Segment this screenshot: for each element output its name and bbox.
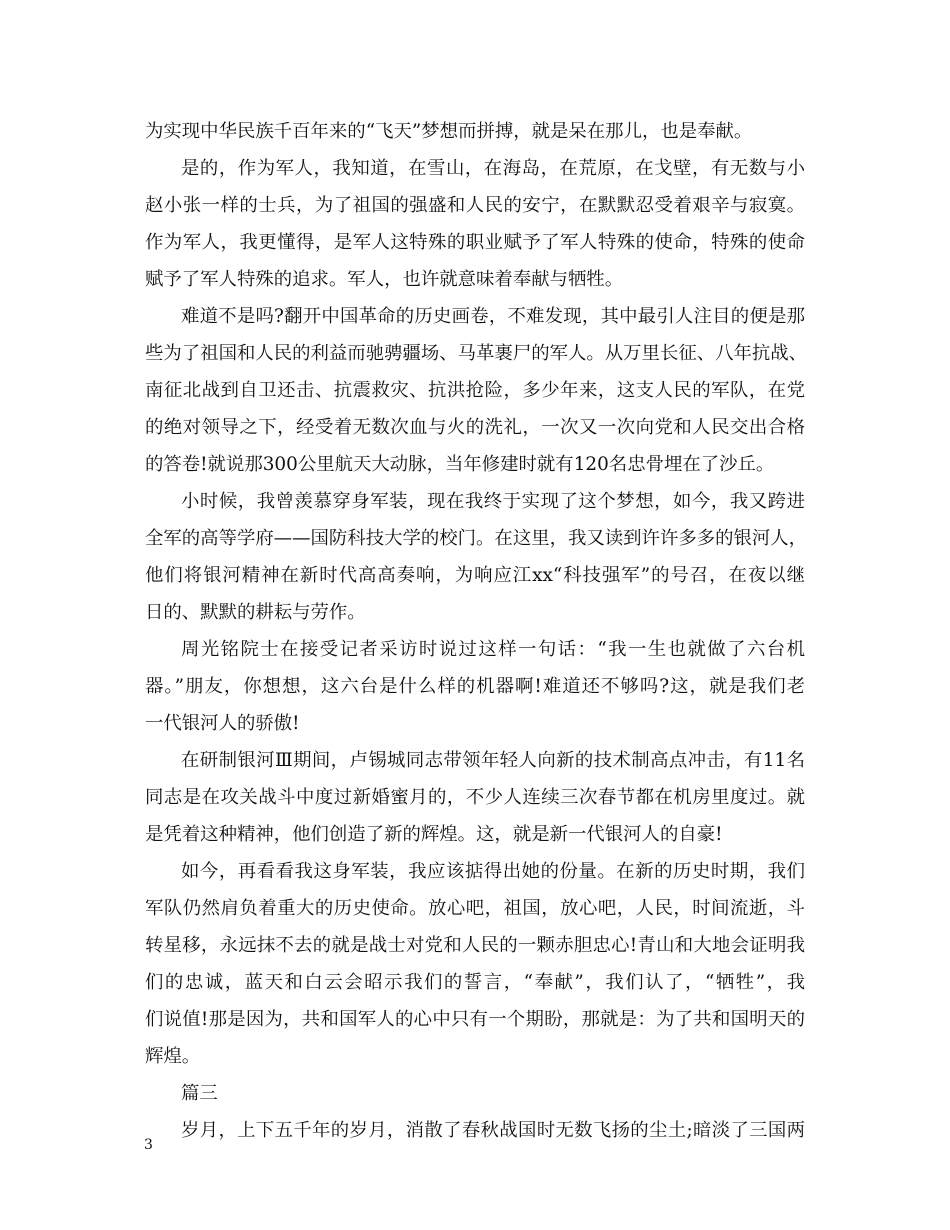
text-line: 在研制银河Ⅲ期间，卢锡城同志带领年轻人向新的技术制高点冲击，有11名 [181, 750, 805, 771]
text-line: 们说值!那是因为，共和国军人的心中只有一个期盼，那就是：为了共和国明天的 [145, 1009, 805, 1030]
text-line: 为实现中华民族千百年来的“飞天”梦想而拼搏，就是呆在那儿，也是奉献。 [145, 121, 753, 142]
text-line: 小时候，我曾羡慕穿身军装，现在我终于实现了这个梦想，如今，我又跨进 [181, 491, 805, 512]
text-line: 的答卷!就说那300公里航天大动脉，当年修建时就有120名忠骨埋在了沙丘。 [145, 454, 775, 475]
text-line: 作为军人，我更懂得，是军人这特殊的职业赋予了军人特殊的使命，特殊的使命 [145, 232, 805, 253]
text-line: 如今，再看看我这身军装，我应该掂得出她的份量。在新的历史时期，我们 [181, 861, 805, 882]
text-line: 同志是在攻关战斗中度过新婚蜜月的，不少人连续三次春节都在机房里度过。就 [145, 787, 805, 808]
text-line: 的绝对领导之下，经受着无数次血与火的洗礼，一次又一次向党和人民交出合格 [145, 417, 805, 438]
page-number: 3 [144, 1137, 153, 1153]
text-line: 辉煌。 [145, 1046, 201, 1067]
text-line: 难道不是吗?翻开中国革命的历史画卷，不难发现，其中最引人注目的便是那 [181, 306, 805, 327]
text-line: 是的，作为军人，我知道，在雪山，在海岛，在荒原，在戈壁，有无数与小 [181, 158, 805, 179]
body-text [145, 113, 808, 1149]
text-line: 赋予了军人特殊的追求。军人，也许就意味着奉献与牺牲。 [145, 269, 624, 290]
text-line: 他们将银河精神在新时代高高奏响，为响应江xx“科技强军”的号召，在夜以继 [145, 565, 805, 586]
text-line: 南征北战到自卫还击、抗震救灾、抗洪抢险，多少年来，这支人民的军队，在党 [145, 380, 805, 401]
text-line: 转星移，永远抹不去的就是战士对党和人民的一颗赤胆忠心!青山和大地会证明我 [145, 935, 805, 956]
text-line: 器。”朋友，你想想，这六台是什么样的机器啊!难道还不够吗?这，就是我们老 [145, 676, 805, 697]
text-line: 日的、默默的耕耘与劳作。 [145, 602, 366, 623]
text-line: 全军的高等学府——国防科技大学的校门。在这里，我又读到许许多多的银河人， [145, 528, 808, 549]
text-line: 赵小张一样的士兵，为了祖国的强盛和人民的安宁，在默默忍受着艰辛与寂寞。 [145, 195, 805, 216]
text-line: 些为了祖国和人民的利益而驰骋疆场、马革裹尸的军人。从万里长征、八年抗战、 [145, 343, 808, 364]
text-line: 岁月，上下五千年的岁月，消散了春秋战国时无数飞扬的尘土;暗淡了三国两 [181, 1120, 805, 1141]
text-line: 周光铭院士在接受记者采访时说过这样一句话：“我一生也就做了六台机 [181, 639, 805, 660]
section-heading: 篇三 [181, 1083, 218, 1104]
text-line: 军队仍然肩负着重大的历史使命。放心吧，祖国，放心吧，人民，时间流逝，斗 [145, 898, 805, 919]
text-line: 一代银河人的骄傲! [145, 713, 300, 734]
text-line: 们的忠诚，蓝天和白云会昭示我们的誓言，“奉献”，我们认了，“牺牲”，我 [145, 972, 805, 993]
text-line: 是凭着这种精神，他们创造了新的辉煌。这，就是新一代银河人的自豪! [145, 824, 723, 845]
